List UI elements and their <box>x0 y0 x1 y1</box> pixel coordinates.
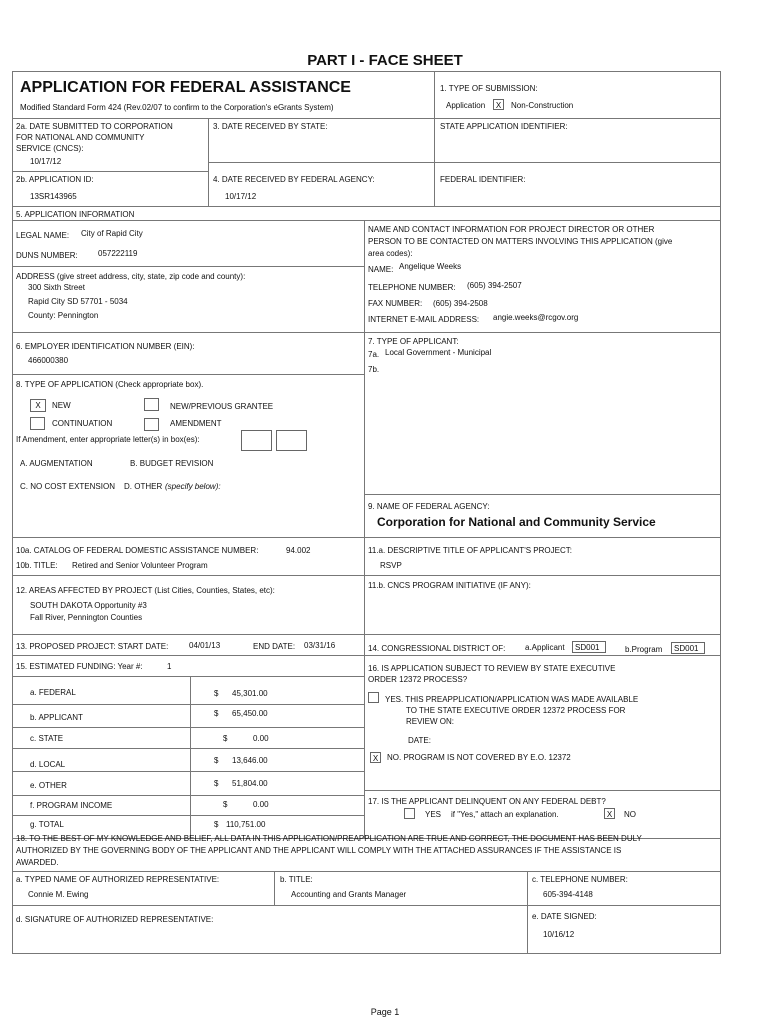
funding-total-amount[interactable]: 110,751.00 <box>226 820 266 829</box>
date-signed-value[interactable]: 10/16/12 <box>543 930 575 939</box>
areas-affected-line-1[interactable]: SOUTH DAKOTA Opportunity #3 <box>30 601 147 610</box>
estimated-funding-label: 15. ESTIMATED FUNDING: Year #: <box>16 662 143 671</box>
date-received-agency-label: 4. DATE RECEIVED BY FEDERAL AGENCY: <box>213 175 375 184</box>
application-information-label: 5. APPLICATION INFORMATION <box>16 210 135 219</box>
amendment-letter-box-2[interactable] <box>276 430 307 451</box>
catalog-number-value[interactable]: 94.002 <box>286 546 311 555</box>
end-date-label: END DATE: <box>253 642 296 651</box>
areas-affected-line-2[interactable]: Fall River, Pennington Counties <box>30 613 143 622</box>
fax-value[interactable]: (605) 394-2508 <box>433 299 488 308</box>
delinquent-yes-label: YES <box>425 810 442 819</box>
funding-federal-currency: $ <box>214 689 219 698</box>
descriptive-title-value[interactable]: RSVP <box>380 561 402 570</box>
state-review-no-text: NO. PROGRAM IS NOT COVERED BY E.O. 12372 <box>387 753 571 762</box>
contact-info-label-2: PERSON TO BE CONTACTED ON MATTERS INVOLVING THIS APPLICATION (give <box>368 237 673 246</box>
typed-name-value[interactable]: Connie M. Ewing <box>28 890 89 899</box>
funding-federal-label: a. FEDERAL <box>30 688 76 697</box>
funding-state-currency: $ <box>223 734 228 743</box>
catalog-title-value[interactable]: Retired and Senior Volunteer Program <box>72 561 208 570</box>
contact-name-label: NAME: <box>368 265 394 274</box>
congressional-district-label: 14. CONGRESSIONAL DISTRICT OF: <box>368 644 506 653</box>
email-label: INTERNET E-MAIL ADDRESS: <box>368 315 480 324</box>
new-previous-grantee-checkbox[interactable] <box>144 398 159 411</box>
federal-agency-label: 9. NAME OF FEDERAL AGENCY: <box>368 502 490 511</box>
address-label: ADDRESS (give street address, city, state, zip code and county): <box>16 272 246 281</box>
continuation-label: CONTINUATION <box>52 419 113 428</box>
ein-label: 6. EMPLOYER IDENTIFICATION NUMBER (EIN): <box>16 342 195 351</box>
address-line-1[interactable]: 300 Sixth Street <box>28 283 85 292</box>
state-review-date-label: DATE: <box>408 736 431 745</box>
date-submitted-label-3: SERVICE (CNCS): <box>16 144 84 153</box>
funding-state-amount[interactable]: 0.00 <box>253 734 269 743</box>
address-line-2[interactable]: Rapid City SD 57701 - 5034 <box>28 297 128 306</box>
new-checkbox[interactable]: X <box>30 399 46 412</box>
telephone-label: TELEPHONE NUMBER: <box>368 283 456 292</box>
certification-text-3: AWARDED. <box>16 858 59 867</box>
date-signed-label: e. DATE SIGNED: <box>532 912 597 921</box>
program-district-label: b.Program <box>625 645 663 654</box>
funding-total-currency: $ <box>214 820 219 829</box>
amendment-letter-label: If Amendment, enter appropriate letter(s) in box(es): <box>16 435 200 444</box>
rep-title-label: b. TITLE: <box>280 875 313 884</box>
new-previous-grantee-label: NEW/PREVIOUS GRANTEE <box>170 402 274 411</box>
funding-year-value[interactable]: 1 <box>167 662 172 671</box>
date-submitted-value[interactable]: 10/17/12 <box>30 157 62 166</box>
delinquent-debt-label: 17. IS THE APPLICANT DELINQUENT ON ANY FEDERAL DEBT? <box>368 797 606 806</box>
submission-application-label: Application <box>446 101 486 110</box>
certification-text-1: 18. TO THE BEST OF MY KNOWLEDGE AND BELIEF, ALL DATA IN THIS APPLICATION/PREAPPLICATION ARE TRUE AND CORRECT, THE DOCUMENT HAS BEEN DULY <box>16 834 642 843</box>
applicant-7a-label: 7a. <box>368 350 380 359</box>
fax-label: FAX NUMBER: <box>368 299 423 308</box>
funding-other-currency: $ <box>214 779 219 788</box>
non-construction-checkbox[interactable]: X <box>493 99 504 110</box>
legal-name-value[interactable]: City of Rapid City <box>81 229 143 238</box>
date-received-state-label: 3. DATE RECEIVED BY STATE: <box>213 122 328 131</box>
state-review-yes-text-3: REVIEW ON: <box>406 717 455 726</box>
duns-label: DUNS NUMBER: <box>16 251 78 260</box>
funding-applicant-label: b. APPLICANT <box>30 713 83 722</box>
delinquent-yes-note: if "Yes," attach an explanation. <box>451 810 559 819</box>
amendment-letter-box-1[interactable] <box>241 430 272 451</box>
funding-program-income-label: f. PROGRAM INCOME <box>30 801 113 810</box>
email-value[interactable]: angie.weeks@rcgov.org <box>493 313 579 322</box>
date-received-agency-value[interactable]: 10/17/12 <box>225 192 257 201</box>
state-review-label-1: 16. IS APPLICATION SUBJECT TO REVIEW BY STATE EXECUTIVE <box>368 664 616 673</box>
legal-name-label: LEGAL NAME: <box>16 231 70 240</box>
cncs-initiative-label: 11.b. CNCS PROGRAM INITIATIVE (IF ANY): <box>368 581 531 590</box>
delinquent-yes-checkbox[interactable] <box>404 808 415 819</box>
state-application-id-label: STATE APPLICATION IDENTIFIER: <box>440 122 568 131</box>
funding-state-label: c. STATE <box>30 734 64 743</box>
state-review-label-2: ORDER 12372 PROCESS? <box>368 675 468 684</box>
funding-applicant-currency: $ <box>214 709 219 718</box>
state-review-no-checkbox[interactable]: X <box>370 752 381 763</box>
amendment-checkbox[interactable] <box>144 418 159 431</box>
federal-identifier-label: FEDERAL IDENTIFIER: <box>440 175 526 184</box>
continuation-checkbox[interactable] <box>30 417 45 430</box>
end-date-value[interactable]: 03/31/16 <box>304 641 336 650</box>
option-budget-revision: B. BUDGET REVISION <box>130 459 214 468</box>
funding-local-label: d. LOCAL <box>30 760 66 769</box>
ein-value[interactable]: 466000380 <box>28 356 69 365</box>
duns-value[interactable]: 057222119 <box>98 249 138 258</box>
descriptive-title-label: 11.a. DESCRIPTIVE TITLE OF APPLICANT'S PROJECT: <box>368 546 572 555</box>
non-construction-label: Non-Construction <box>511 101 574 110</box>
contact-info-label-1: NAME AND CONTACT INFORMATION FOR PROJECT DIRECTOR OR OTHER <box>368 225 655 234</box>
rep-telephone-value[interactable]: 605-394-4148 <box>543 890 593 899</box>
delinquent-no-checkbox[interactable]: X <box>604 808 615 819</box>
funding-other-label: e. OTHER <box>30 781 67 790</box>
option-other-note: (specify below): <box>165 482 221 491</box>
proposed-project-label: 13. PROPOSED PROJECT: START DATE: <box>16 642 169 651</box>
applicant-district-value[interactable]: SD001 <box>572 641 606 653</box>
part-title: PART I - FACE SHEET <box>307 52 463 69</box>
rep-title-value[interactable]: Accounting and Grants Manager <box>291 890 407 899</box>
certification-text-2: AUTHORIZED BY THE GOVERNING BODY OF THE APPLICANT AND THE APPLICANT WILL COMPLY WITH THE ATTACHED ASSURANCES IF THE ASSISTANCE IS <box>16 846 622 855</box>
contact-name-value[interactable]: Angelique Weeks <box>399 262 462 271</box>
funding-other-amount[interactable]: 51,804.00 <box>232 779 268 788</box>
start-date-value[interactable]: 04/01/13 <box>189 641 221 650</box>
rep-telephone-label: c. TELEPHONE NUMBER: <box>532 875 628 884</box>
type-of-submission-label: 1. TYPE OF SUBMISSION: <box>440 84 538 93</box>
applicant-7a-value[interactable]: Local Government - Municipal <box>385 348 492 357</box>
funding-federal-amount[interactable]: 45,301.00 <box>232 689 268 698</box>
type-of-applicant-label: 7. TYPE OF APPLICANT: <box>368 337 459 346</box>
delinquent-no-label: NO <box>624 810 636 819</box>
date-submitted-label-2: FOR NATIONAL AND COMMUNITY <box>16 133 145 142</box>
funding-local-amount[interactable]: 13,646.00 <box>232 756 268 765</box>
new-label: NEW <box>52 401 71 410</box>
state-review-yes-text-1: YES. THIS PREAPPLICATION/APPLICATION WAS MADE AVAILABLE <box>385 695 639 704</box>
funding-local-currency: $ <box>214 756 219 765</box>
state-review-yes-text-2: TO THE STATE EXECUTIVE ORDER 12372 PROCESS FOR <box>406 706 626 715</box>
option-augmentation: A. AUGMENTATION <box>20 459 93 468</box>
application-id-value[interactable]: 13SR143965 <box>30 192 77 201</box>
program-district-value[interactable]: SD001 <box>671 642 705 654</box>
telephone-value[interactable]: (605) 394-2507 <box>467 281 522 290</box>
catalog-title-label: 10b. TITLE: <box>16 561 58 570</box>
federal-agency-value[interactable]: Corporation for National and Community Service <box>377 515 656 529</box>
typed-name-label: a. TYPED NAME OF AUTHORIZED REPRESENTATIVE: <box>16 875 220 884</box>
contact-info-label-3: area codes): <box>368 249 413 258</box>
form-title: APPLICATION FOR FEDERAL ASSISTANCE <box>20 79 351 96</box>
application-id-label: 2b. APPLICATION ID: <box>16 175 94 184</box>
funding-total-label: g. TOTAL <box>30 820 64 829</box>
funding-program-income-currency: $ <box>223 800 228 809</box>
catalog-number-label: 10a. CATALOG OF FEDERAL DOMESTIC ASSISTANCE NUMBER: <box>16 546 259 555</box>
amendment-label: AMENDMENT <box>170 419 222 428</box>
state-review-yes-checkbox[interactable] <box>368 692 379 703</box>
funding-program-income-amount[interactable]: 0.00 <box>253 800 269 809</box>
page-number: Page 1 <box>370 1007 400 1017</box>
applicant-7b-label: 7b. <box>368 365 380 374</box>
areas-affected-label: 12. AREAS AFFECTED BY PROJECT (List Cities, Counties, States, etc): <box>16 586 275 595</box>
form-subtitle: Modified Standard Form 424 (Rev.02/07 to confirm to the Corporation's eGrants System) <box>20 103 334 112</box>
type-of-application-label: 8. TYPE OF APPLICATION (Check appropriate box). <box>16 380 204 389</box>
option-other: D. OTHER <box>124 482 163 491</box>
applicant-district-label: a.Applicant <box>525 643 565 652</box>
address-line-3[interactable]: County: Pennington <box>28 311 99 320</box>
date-submitted-label-1: 2a. DATE SUBMITTED TO CORPORATION <box>16 122 173 131</box>
signature-label: d. SIGNATURE OF AUTHORIZED REPRESENTATIVE: <box>16 915 214 924</box>
funding-applicant-amount[interactable]: 65,450.00 <box>232 709 268 718</box>
option-no-cost-extension: C. NO COST EXTENSION <box>20 482 115 491</box>
